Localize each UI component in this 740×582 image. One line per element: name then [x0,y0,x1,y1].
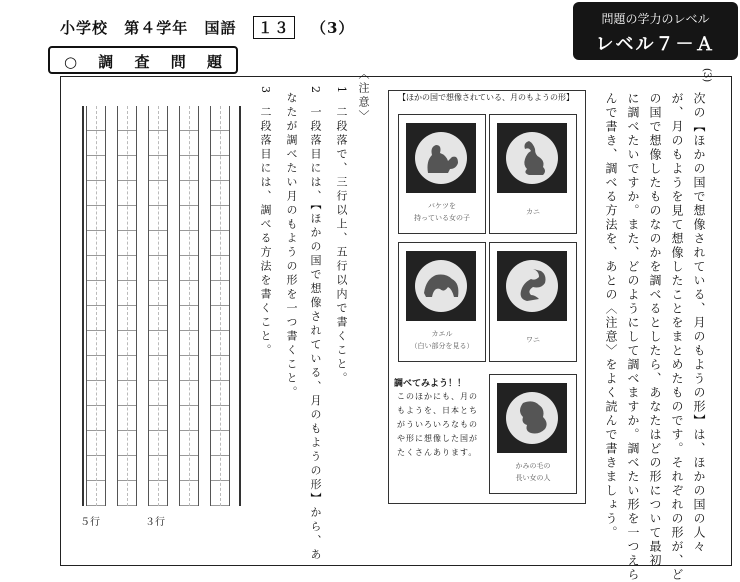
grid-label-5-lines: ５行 [80,517,100,528]
note-number: 3 [259,86,272,96]
answer-column[interactable] [117,106,137,506]
grade-label: 第４学年 [124,19,189,37]
note-number: 1 [335,86,348,96]
crocodile-icon [509,263,555,309]
part-number: （3） [311,19,355,37]
note-text: 一段落目には、【ほかの国で想像されている、月のもようの形】から、あ [309,106,322,563]
card-caption: バケツを [428,202,456,210]
note-text: 二段落目には、調べる方法を書くこと。 [259,106,272,358]
card-caption: カニ [526,208,540,216]
moon-card-crocodile [489,242,577,362]
card-caption: ワニ [526,336,540,344]
answer-grid[interactable] [82,106,241,506]
level-badge [573,2,738,60]
answer-column[interactable] [210,106,230,506]
answer-column[interactable] [179,106,199,506]
question-line: んで書き、調べる方法を、あとの〈注意〉をよく読んで書きましょう。 [604,92,618,540]
card-caption: 持っている女の子 [414,214,470,222]
level-value: レベル７－Ａ [595,34,716,55]
question-line: に調べたいですか。また、どのようにして調べますか。調べたい形を一つえら [626,92,640,582]
long-haired-woman-icon [509,395,555,441]
question-line: の国で想像したものなのかを調べるとしたら、あなたはどの形について最初 [648,92,662,568]
note-text: なたが調べたい月のもようの形を一つ書くこと。 [285,92,298,400]
question-text [600,92,710,582]
section-title: ○ 調 査 問 題 [48,46,238,74]
note-number: 2 [309,86,322,96]
unit-number: １３ [253,16,295,39]
research-body: このほかにも、月のもようを、日本とちがういろいろなものや形に想像した国がたくさんあります。 [397,392,478,457]
crab-icon [509,135,555,181]
answer-column[interactable] [86,106,106,506]
card-caption: カエル [431,330,453,338]
question-line: 次の【ほかの国で想像されている、月のもようの形】は、ほかの国の人々 [692,92,706,554]
question-line: が、月のもようを見て想像したことをまとめたものです。それぞれの形が、ど [670,92,684,582]
frog-icon [418,263,464,309]
grid-label-3-lines: ３行 [145,517,165,528]
note-text: 二段落で、三行以上、五行以内で書くこと。 [335,106,348,386]
notes-header: 〈注意〉 [357,68,370,124]
research-title: 調べてみよう！！ [394,379,467,389]
level-caption: 問題の学力のレベル [601,12,710,26]
card-caption: 長い女の人 [515,474,551,482]
figure-title: 【ほかの国で想像されている、月のもようの形】 [398,93,574,102]
moon-card-frog [398,242,486,362]
moon-card-crab [489,114,577,234]
girl-with-bucket-icon [418,135,464,181]
card-caption: （白い部分を見る） [410,342,474,350]
subject-label: 国語 [204,19,237,37]
worksheet-header [60,16,364,39]
moon-card-bucket-girl [398,114,486,234]
moon-card-long-haired-woman [489,374,577,494]
question-number: (3) [701,68,712,83]
card-caption: かみの毛の [515,462,551,470]
answer-column[interactable] [148,106,168,506]
school-label: 小学校 [60,19,109,37]
